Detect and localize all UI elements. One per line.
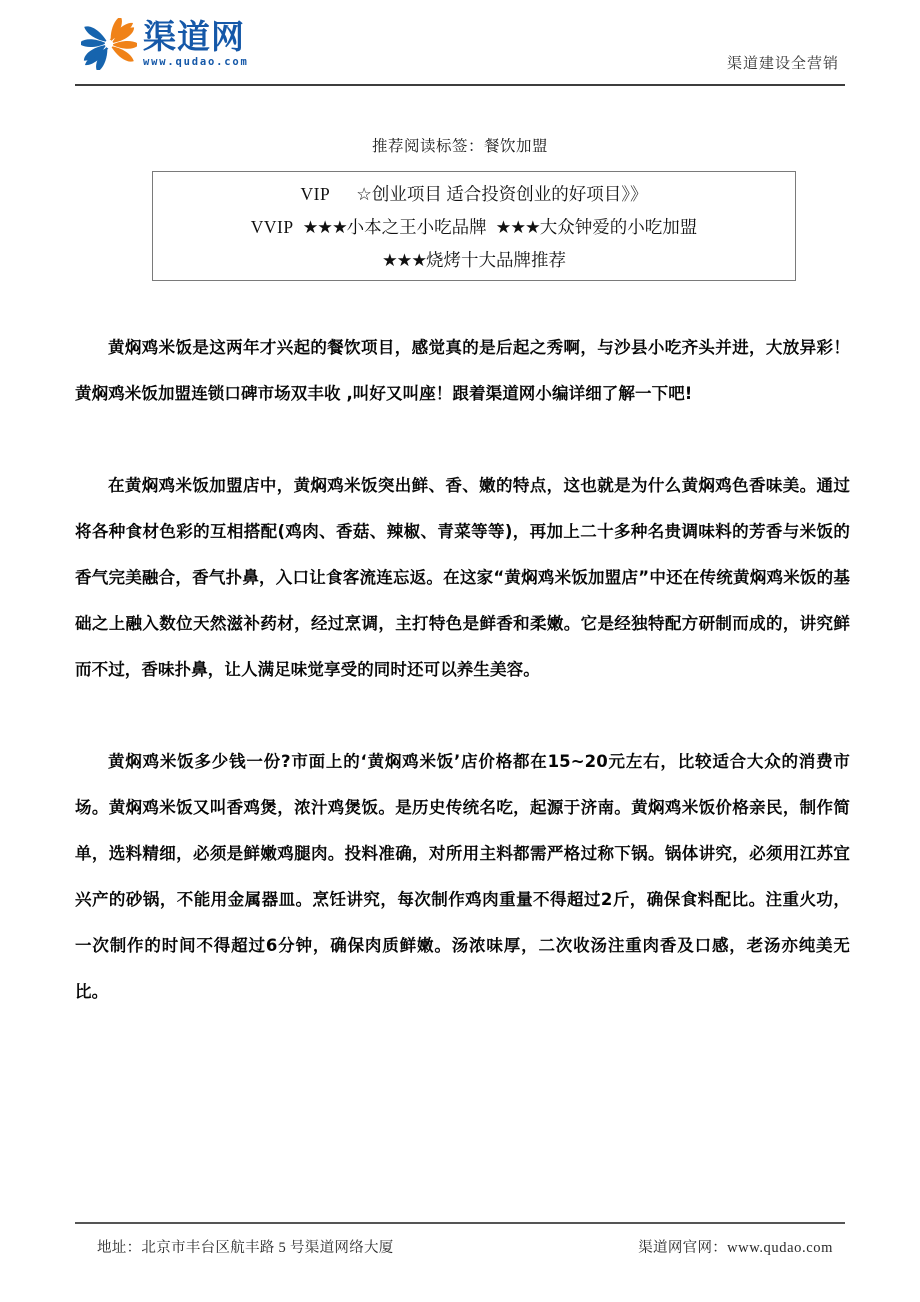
vvip-link-text-1[interactable]: 小本之王小吃品牌 — [346, 217, 487, 237]
footer-website-label: 渠道网官网： — [638, 1239, 728, 1256]
promo-row-vvip — [157, 211, 791, 244]
footer-divider — [75, 1222, 845, 1224]
footer-website-url[interactable]: www.qudao.com — [727, 1239, 833, 1256]
footer-website — [638, 1236, 833, 1257]
header-slogan: 渠道建设全营销 — [726, 56, 839, 72]
site-logo[interactable] — [81, 18, 249, 70]
promo-box — [152, 171, 796, 281]
promo-link-text-3[interactable]: 烧烤十大品牌推荐 — [426, 250, 567, 270]
footer-address: 地址：北京市丰台区航丰路 5 号渠道网络大厦 — [97, 1239, 394, 1256]
vip-label: VIP — [300, 184, 331, 204]
vip-link-text[interactable]: ☆创业项目 适合投资创业的好项目》》 — [356, 184, 648, 204]
article-body — [75, 325, 850, 1015]
logo-url: www.qudao.com — [143, 56, 249, 69]
promo-row-extra — [157, 244, 791, 277]
pinwheel-swirl-icon — [81, 18, 137, 70]
page-footer — [75, 1231, 845, 1261]
stars-icon: ★★★ — [302, 217, 347, 237]
paragraph-3: 黄焖鸡米饭多少钱一份?市面上的‘黄焖鸡米饭’店价格都在15~20元左右，比较适合大众的消费市场。黄焖鸡米饭又叫香鸡煲，浓汁鸡煲饭。是历史传统名吃，起源于济南。黄焖鸡米饭价格亲民，制作简单，选料精细，必须是鲜嫩鸡腿肉。投料准确，对所用主料都需严格过称下锅。锅体讲究，必须用江苏宜兴产的砂锅，不能用金属器皿。烹饪讲究，每次制作鸡肉重量不得超过2斤，确保食料配比。注重火功，一次制作的时间不得超过6分钟，确保肉质鲜嫩。汤浓味厚，二次收汤注重肉香及口感，老汤亦纯美无比。 — [75, 752, 850, 1001]
stars-icon: ★★★ — [381, 250, 427, 270]
recommended-tag-line: 推荐阅读标签：餐饮加盟 — [371, 137, 548, 155]
logo-name: 渠道网 — [143, 17, 245, 57]
header-divider — [75, 84, 845, 86]
vvip-label: VVIP — [250, 217, 294, 237]
vvip-link-text-2[interactable]: 大众钟爱的小吃加盟 — [539, 217, 698, 237]
logo-wordmark — [143, 17, 249, 69]
promo-row-vip — [157, 178, 791, 211]
paragraph-1: 黄焖鸡米饭是这两年才兴起的餐饮项目，感觉真的是后起之秀啊，与沙县小吃齐头并进，大放异彩！黄焖鸡米饭加盟连锁口碑市场双丰收 ,叫好又叫座！跟着渠道网小编详细了解一下吧! — [75, 338, 850, 403]
page-header — [75, 14, 845, 86]
paragraph-2: 在黄焖鸡米饭加盟店中，黄焖鸡米饭突出鲜、香、嫩的特点，这也就是为什么黄焖鸡色香味美。通过将各种食材色彩的互相搭配(鸡肉、香菇、辣椒、青菜等等)，再加上二十多种名贵调味料的芳香与米饭的香气完美融合，香气扑鼻，入口让食客流连忘返。在这家“黄焖鸡米饭加盟店”中还在传统黄焖鸡米饭的基础之上融入数位天然滋补药材，经过烹调，主打特色是鲜香和柔嫩。它是经独特配方研制而成的，讲究鲜而不过，香味扑鼻，让人满足味觉享受的同时还可以养生美容。 — [75, 476, 850, 679]
stars-icon: ★★★ — [495, 217, 540, 237]
